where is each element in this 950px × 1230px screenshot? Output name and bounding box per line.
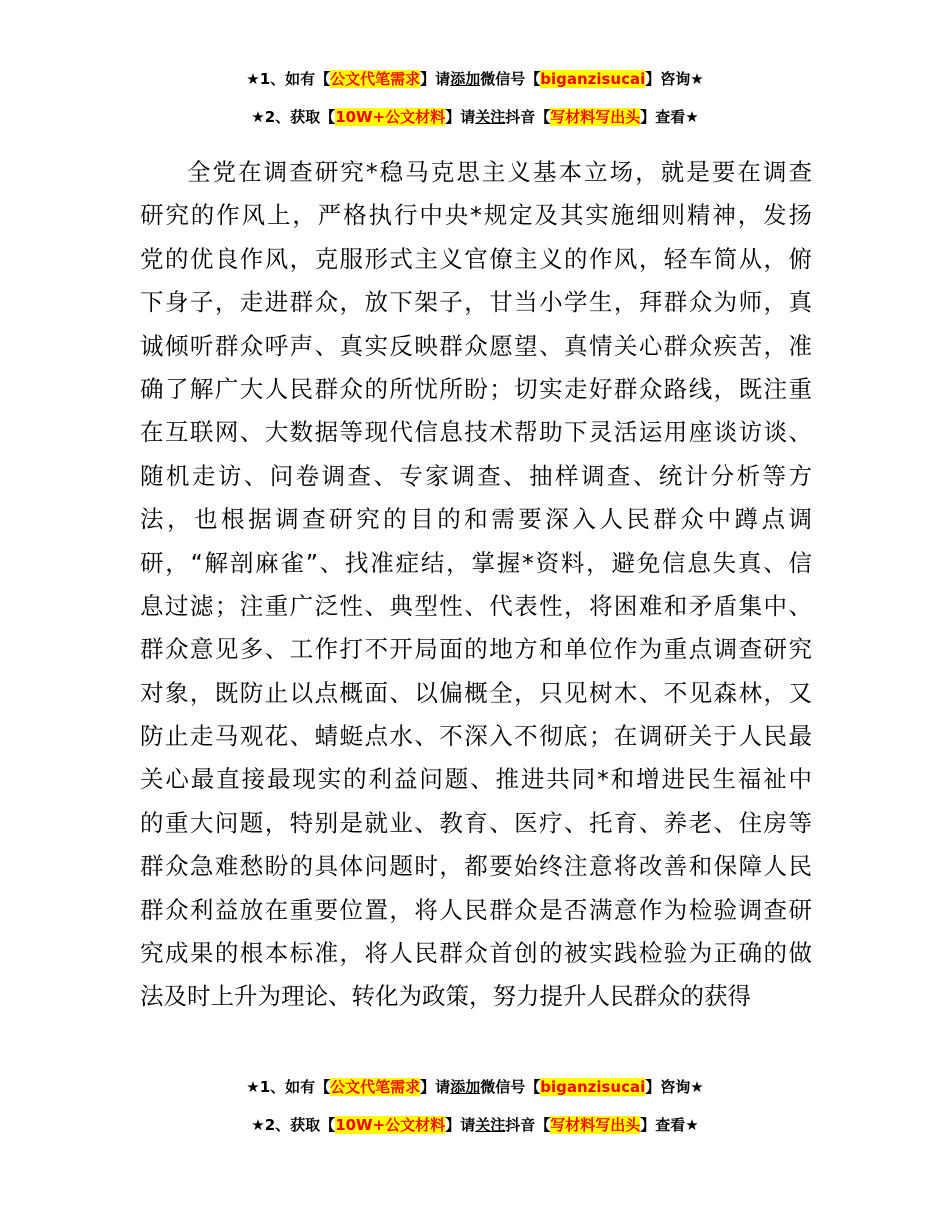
promo-text: 】咨询★ (645, 1078, 704, 1096)
promo-highlight: 公文代笔需求 (330, 1078, 421, 1096)
promo-text: 微信号【 (480, 1078, 541, 1096)
promo-highlight: biganzisucai (540, 70, 646, 88)
header-promo-line-1 (0, 68, 950, 90)
promo-text: ★2、获取【 (251, 1116, 336, 1134)
body-line: 对象，既防止以点概面、以偏概全，只见树木、不见森林，又 (140, 678, 812, 707)
body-line: 群众意见多、工作打不开局面的地方和单位作为重点调查研究 (140, 635, 812, 664)
promo-underlined-text: 添加 (450, 1078, 481, 1096)
body-line: 随机走访、问卷调查、专家调查、抽样调查、统计分析等方 (140, 461, 812, 490)
body-paragraph (140, 151, 812, 1019)
body-line: 的重大问题，特别是就业、教育、医疗、托育、养老、住房等 (140, 808, 812, 837)
body-line: 下身子，走进群众，放下架子，甘当小学生，拜群众为师，真 (140, 288, 812, 317)
body-line: 党的优良作风，克服形式主义官僚主义的作风，轻车简从，俯 (140, 244, 812, 273)
promo-text: ★1、如有【 (246, 1078, 331, 1096)
header-promo-line-2 (0, 106, 950, 128)
body-line: 确了解广大人民群众的所忧所盼；切实走好群众路线，既注重 (140, 374, 812, 403)
body-line: 全党在调查研究*稳马克思主义基本立场，就是要在调查 (187, 158, 812, 186)
body-line: 法，也根据调查研究的目的和需要深入人民群众中蹲点调 (140, 505, 812, 534)
body-line: 群众利益放在重要位置，将人民群众是否满意作为检验调查研 (140, 895, 812, 924)
promo-highlight: 写材料写出头 (550, 1116, 641, 1134)
promo-highlight: 10W+公文材料 (335, 108, 446, 126)
promo-text: 】请 (420, 1078, 451, 1096)
promo-text: 】请 (445, 1116, 476, 1134)
body-line: 在互联网、大数据等现代信息技术帮助下灵活运用座谈访谈、 (140, 418, 812, 447)
body-line: 群众急难愁盼的具体问题时，都要始终注意将改善和保障人民 (140, 852, 812, 881)
body-line: 防止走马观花、蜻蜓点水、不深入不彻底；在调研关于人民最 (140, 722, 812, 751)
promo-text: 】查看★ (640, 108, 699, 126)
body-line: 法及时上升为理论、转化为政策，努力提升人民群众的获得 (140, 982, 751, 1011)
promo-highlight: 10W+公文材料 (335, 1116, 446, 1134)
body-line: 究成果的根本标准，将人民群众首创的被实践检验为正确的做 (140, 939, 812, 968)
promo-highlight: 公文代笔需求 (330, 70, 421, 88)
promo-text: 】请 (420, 70, 451, 88)
promo-underlined-text: 添加 (450, 70, 481, 88)
footer-promo-line-2 (0, 1114, 950, 1136)
promo-text: 微信号【 (480, 70, 541, 88)
footer-promo-line-1 (0, 1076, 950, 1098)
promo-text: 】请 (445, 108, 476, 126)
promo-underlined-text: 关注 (475, 108, 506, 126)
body-line: 研，“解剖麻雀”、找准症结，掌握*资料，避免信息失真、信 (140, 548, 812, 577)
body-line: 研究的作风上，严格执行中央*规定及其实施细则精神，发扬 (140, 201, 812, 230)
promo-text: 】咨询★ (645, 70, 704, 88)
promo-text: 抖音【 (505, 108, 551, 126)
promo-text: ★1、如有【 (246, 70, 331, 88)
promo-text: 】查看★ (640, 1116, 699, 1134)
promo-text: 抖音【 (505, 1116, 551, 1134)
promo-text: ★2、获取【 (251, 108, 336, 126)
body-line: 诚倾听群众呼声、真实反映群众愿望、真情关心群众疾苦，准 (140, 331, 812, 360)
promo-highlight: 写材料写出头 (550, 108, 641, 126)
promo-highlight: biganzisucai (540, 1078, 646, 1096)
body-line: 关心最直接最现实的利益问题、推进共同*和增进民生福祉中 (140, 765, 812, 794)
promo-underlined-text: 关注 (475, 1116, 506, 1134)
body-line: 息过滤；注重广泛性、典型性、代表性，将困难和矛盾集中、 (140, 591, 812, 620)
